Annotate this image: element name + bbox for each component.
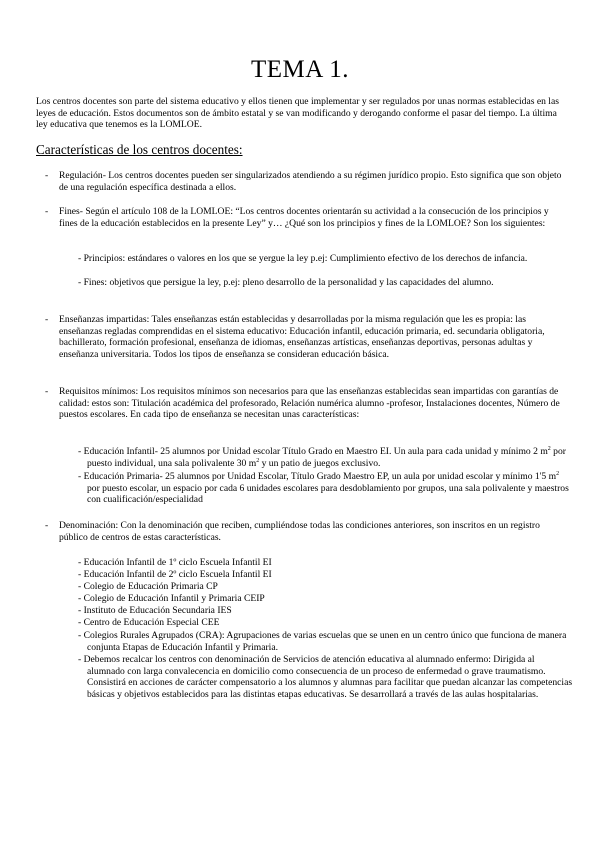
text-part: - Educación Primaria- 25 alumnos por Unidad Escolar, Título Grado Maestro EP, un aula por unidad escolar y mínimo 1'5 m: [78, 471, 557, 482]
list-item: - Colegio de Educación Infantil y Primaria CEIP: [78, 593, 265, 604]
list-item: - Colegio de Educación Primaria CP: [78, 581, 218, 592]
superscript: 2: [256, 457, 260, 464]
text-part: por puesto individual, una sala polivalente 30 m: [87, 446, 566, 469]
sub-principios: - Principios: estándares o valores en los que se yergue la ley p.ej: Cumplimiento efectivo de los derechos de infancia.: [78, 253, 528, 264]
superscript: 2: [556, 470, 560, 477]
list-item: - Colegios Rurales Agrupados (CRA): Agrupaciones de varias escuelas que se unen en un centro único que funciona de manera conjunta Etapas de Educación Infantil y Primaria.: [78, 630, 567, 653]
list-item: - Educación Infantil de 2º ciclo Escuela Infantil EI: [78, 569, 272, 580]
list-item: - Debemos recalcar los centros con denominación de Servicios de atención educativa al alumnado enfermo: Dirigida al alumnado con larga convalecencia en domicilio como consecuencia de un proceso de enfermedad o grave traumatismo. Consistirá en acciones de carácter compensatorio a los alumnos y alumnas para facilitar que puedan alcanzar las competencias básicas y objetivos establecidos para las distintas etapas educativas. Se desarrollará a través de las aulas hospitalarias.: [78, 654, 573, 701]
list-item: - Educación Infantil de 1º ciclo Escuela Infantil EI: [78, 557, 272, 568]
bullet-dash: -: [45, 206, 49, 217]
text-part: y un patio de juegos exclusivo.: [259, 457, 381, 469]
text-part: - Educación Infantil- 25 alumnos por Unidad escolar Título Grado en Maestro EI. Un aula para cada unidad y mínimo 2 m: [78, 446, 548, 457]
section-heading: Características de los centros docentes:: [36, 142, 243, 157]
bullet-regulacion: Regulación- Los centros docentes pueden ser singularizados atendiendo a su régimen jurídico propio. Esto significa que son objeto de una regulación específica destinada a ellos.: [59, 170, 562, 193]
bullet-dash: -: [45, 520, 49, 531]
text-part: por puesto escolar, un espacio por cada 6 unidades escolares para desdoblamiento por grupos, una sala polivalente y maestros con cualificación/especialidad: [87, 482, 569, 506]
sub-fines: - Fines: objetivos que persigue la ley, p.ej: pleno desarrollo de la personalidad y las capacidades del alumno.: [78, 277, 494, 288]
bullet-fines: Fines- Según el artículo 108 de la LOMLOE: “Los centros docentes orientarán su actividad a la consecución de los principios y fines de la educación establecidos en la presente Ley” y… ¿Qué son los principios y fines de la LOMLOE? Son los siguientes:: [59, 206, 549, 229]
bullet-denominacion: Denominación: Con la denominación que reciben, cumpliéndose todas las condiciones anteriores, son inscritos en un registro público de centros de estas características.: [59, 520, 540, 543]
bullet-ensenanzas: Enseñanzas impartidas: Tales enseñanzas están establecidas y desarrolladas por la misma regulación que les es propia: las enseñanzas regladas comprendidas en el sistema educativo: Educación infantil, educación primaria, ed. secundaria obligatoria, bachillerato, formación profesional, enseñanza de idiomas, enseñanzas artísticas, enseñanzas deportivas, personas adultas y enseñanza universitaria. Todos los tipos de enseñanza se consideran educación básica.: [59, 314, 545, 361]
bullet-dash: -: [45, 314, 49, 325]
bullet-requisitos: Requisitos mínimos: Los requisitos mínimos son necesarios para que las enseñanzas establecidas sean impartidas con garantías de calidad: estos son: Titulación académica del profesorado, Relación numérica alumno -profesor, Instalaciones docentes, Número de puestos escolares. En cada tipo de enseñanza se necesitan unas características:: [59, 386, 560, 421]
sub-educacion-infantil: [78, 446, 573, 469]
sub-educacion-primaria: [78, 471, 573, 506]
page-title: TEMA 1.: [251, 56, 349, 83]
list-item: - Instituto de Educación Secundaria IES: [78, 605, 232, 616]
list-item: - Centro de Educación Especial CEE: [78, 617, 220, 628]
intro-paragraph: Los centros docentes son parte del sistema educativo y ellos tienen que implementar y ser regulados por unas normas establecidas en las leyes de educación. Estos documentos son de ámbito estatal y se van modificando y derogando conforme el pasar del tiempo. La última ley educativa que tenemos es la LOMLOE.: [36, 96, 559, 131]
bullet-dash: -: [45, 170, 49, 181]
superscript: 2: [547, 445, 551, 452]
bullet-dash: -: [45, 386, 49, 397]
